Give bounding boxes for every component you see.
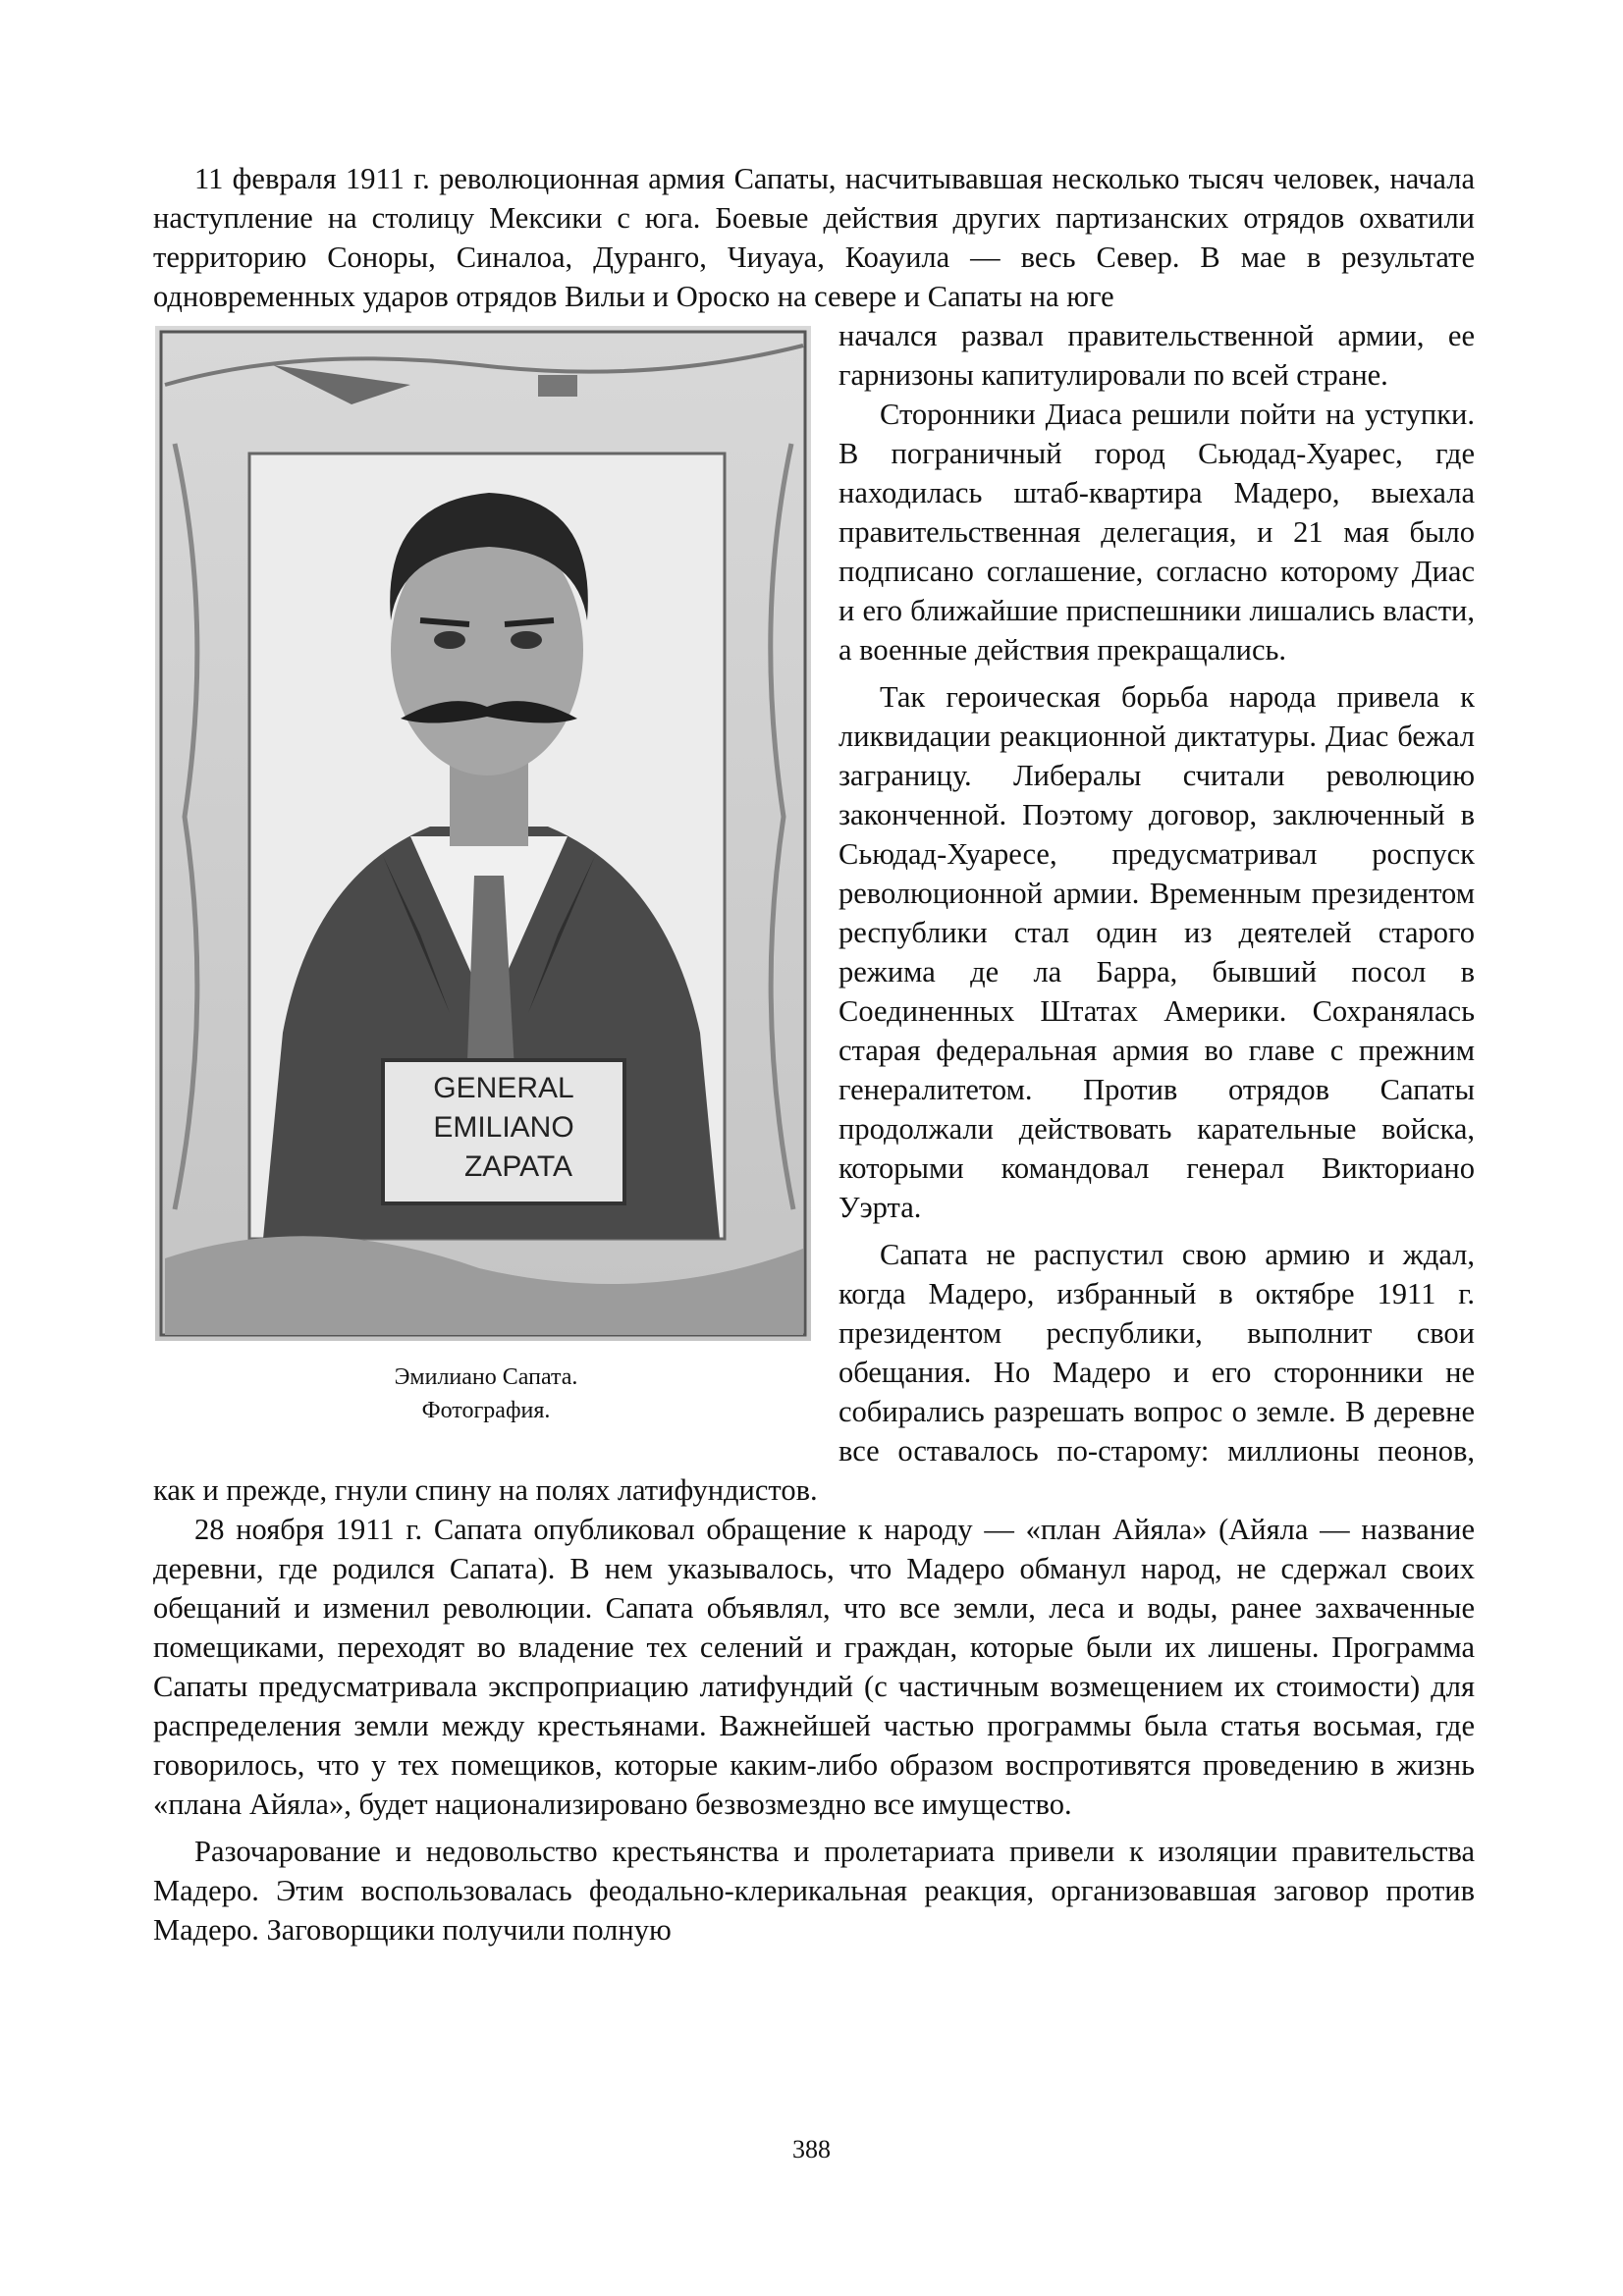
paragraph-3: Так героическая борьба народа привела к ликвидации реакционной диктатуры. Диас бежал заграницу. Либералы считали революцию законченной. Поэтому договор, заключенный в Сьюдад-Хуаресе, предусматривал роспуск революционной армии. Временным президентом республики стал один из деятелей старого режима де ла Барра, бывший посол в Соединенных Штатах Америки. Сохранялась старая федеральная армия во главе с прежним генералитетом. Против отрядов Сапаты продолжали действовать карательные войска, которыми командовал генерал Викториано Уэрта. (839, 680, 1475, 1224)
paragraph-1-start: 11 февраля 1911 г. революционная армия Сапаты, насчитывавшая несколько тысяч человек, начала наступление на столицу Мексики с юга. Боевые действия других партизанских отрядов охватили территорию Соноры, Синалоа, Дуранго, Чиуауа, Коауила — весь Север. В мае в результате одновременных ударов отрядов Вильи и Ороско на севере и Сапаты на юге (153, 162, 1475, 313)
figure-caption (153, 1361, 819, 1427)
caption-line-1: Эмилиано Сапата. (394, 1364, 578, 1390)
zapata-portrait-photo (155, 326, 811, 1341)
body-text (153, 159, 1475, 1949)
portrait-figure (153, 322, 819, 1467)
text-wrap-block (153, 159, 1475, 1510)
paragraph-6: Разочарование и недовольство крестьянства и пролетариата привели к изоляции правительства Мадеро. Этим воспользовалась феодально-клерикальная реакция, организовавшая заговор против Мадеро. Заговорщики получили полную (153, 1835, 1475, 1947)
paragraph-4: Сапата не распустил свою армию и ждал, когда Мадеро, избранный в октябре 1911 г. президентом республики, выполнит свои обещания. Но Мадеро и его сторонники не собирались разрешать вопрос о земле. В деревне все оставалось по-старому: миллионы пеонов, как и прежде, гнули спину на полях латифундистов. (153, 1238, 1475, 1507)
plaque-line-3: ZAPATA (463, 1150, 573, 1183)
portrait-illustration (155, 326, 811, 1341)
caption-line-2: Фотография. (421, 1398, 551, 1423)
plaque-line-2: EMILIANO (433, 1111, 574, 1144)
paragraph-2: Сторонники Диаса решили пойти на уступки. В пограничный город Сьюдад-Хуарес, где находилась штаб-квартира Мадеро, выехала правительственная делегация, и 21 мая было подписано соглашение, согласно которому Диас и его ближайшие приспешники лишались власти, а военные действия прекращались. (839, 398, 1475, 667)
page-number: 388 (792, 2135, 831, 2163)
plaque-line-1: GENERAL (433, 1072, 574, 1104)
paragraph-5: 28 ноября 1911 г. Сапата опубликовал обращение к народу — «план Айяла» (Айяла — название деревни, где родился Сапата). В нем указывалось, что Мадеро обманул народ, не сдержал своих обещаний и изменил революции. Сапата объявлял, что все земли, леса и воды, ранее захваченные помещиками, переходят во владение тех селений и граждан, которые были их лишены. Программа Сапаты предусматривала экспроприацию латифундий (с частичным возмещением их стоимости) для распределения земли между крестьянами. Важнейшей частью программы была статья восьмая, где говорилось, что у тех помещиков, которые каким-либо образом воспротивятся проведению в жизнь «плана Айяла», будет национализировано безвозмездно все имущество. (153, 1513, 1475, 1821)
paragraph-1-end: начался развал правительственной армии, ее гарнизоны капитулировали по всей стране. (839, 319, 1475, 392)
